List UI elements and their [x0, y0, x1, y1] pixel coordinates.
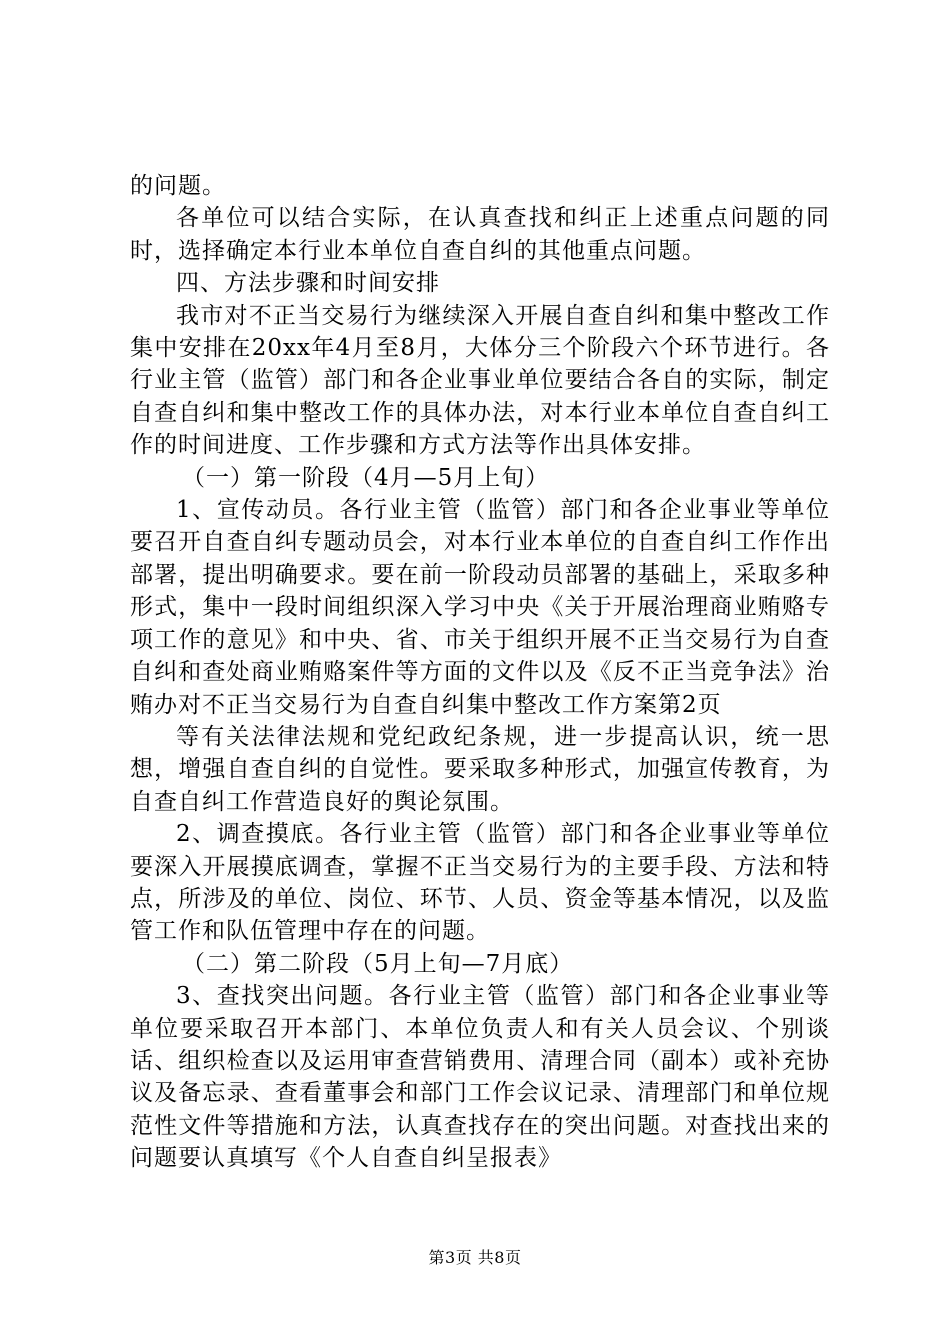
page-footer: 第3页 共8页	[428, 1248, 522, 1267]
section-heading-4: 四、方法步骤和时间安排	[176, 270, 440, 297]
paragraph-2: 各单位可以结合实际，在认真查找和纠正上述重点问题的同时，选择确定本行业本单位自查自纠的其他重点问题。	[130, 205, 830, 264]
paragraph-3: 我市对不正当交易行为继续深入开展自查自纠和集中整改工作集中安排在20xx年4月至8月，大体分三个阶段六个环节进行。各行业主管（监管）部门和各企业事业单位要结合各自的实际，制定自查自纠和集中整改工作的具体办法，对本行业本单位自查自纠工作的时间进度、工作步骤和方式方法等作出具体安排。	[130, 302, 830, 459]
paragraph-6: 2、调查摸底。各行业主管（监管）部门和各企业事业等单位要深入开展摸底调查，掌握不正当交易行为的主要手段、方法和特点，所涉及的单位、岗位、环节、人员、资金等基本情况，以及监管工作和队伍管理中存在的问题。	[130, 821, 830, 945]
paragraph-1: 的问题。	[130, 173, 226, 199]
document-body	[130, 170, 830, 1175]
stage-heading-2: （二）第二阶段（5月上旬—7月底）	[182, 950, 574, 977]
paragraph-7: 3、查找突出问题。各行业主管（监管）部门和各企业事业等单位要采取召开本部门、本单位负责人和有关人员会议、个别谈话、组织检查以及运用审查营销费用、清理合同（副本）或补充协议及备忘录、查看董事会和部门工作会议记录、清理部门和单位规范性文件等措施和方法，认真查找存在的突出问题。对查找出来的问题要认真填写《个人自查自纠呈报表》	[130, 983, 830, 1172]
paragraph-4: 1、宣传动员。各行业主管（监管）部门和各企业事业等单位要召开自查自纠专题动员会，对本行业本单位的自查自纠工作作出部署，提出明确要求。要在前一阶段动员部署的基础上，采取多种形式，集中一段时间组织深入学习中央《关于开展治理商业贿赂专项工作的意见》和中央、省、市关于组织开展不正当交易行为自查自纠和查处商业贿赂案件等方面的文件以及《反不正当竞争法》治贿办对不正当交易行为自查自纠集中整改工作方案第2页	[130, 497, 830, 718]
paragraph-5: 等有关法律法规和党纪政纪条规，进一步提高认识，统一思想，增强自查自纠的自觉性。要采取多种形式，加强宣传教育，为自查自纠工作营造良好的舆论氛围。	[130, 723, 830, 815]
stage-heading-1: （一）第一阶段（4月—5月上旬）	[182, 464, 550, 491]
